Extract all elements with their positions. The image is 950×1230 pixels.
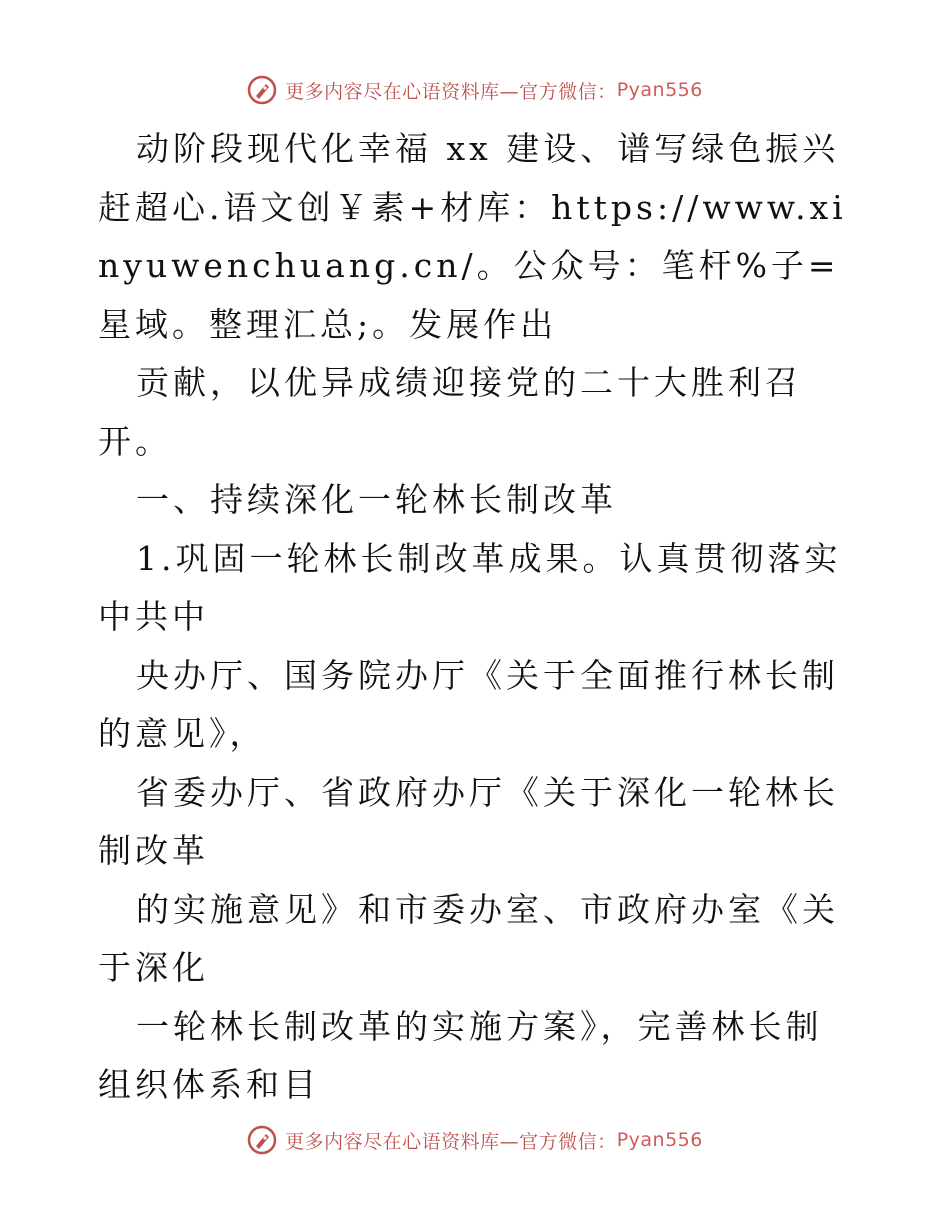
watermark-wechat-id: Pyan556 bbox=[616, 79, 703, 101]
header-watermark bbox=[0, 70, 950, 110]
watermark-wechat-label: 官方微信： bbox=[519, 80, 617, 103]
paragraph: 省委办厅、省政府办厅《关于深化一轮林长制改革 bbox=[98, 772, 839, 870]
watermark-wechat-label: 官方微信： bbox=[519, 1130, 617, 1153]
paragraph: 动阶段现代化幸福 xx 建设、谱写绿色振兴赶超心.语文创￥素+材库：https://www.xinyuwenchuang.cn/。公众号：笔杆%子=星域。整理汇总;。发展作出 bbox=[98, 129, 847, 344]
pen-nib-circle-icon bbox=[247, 1125, 277, 1155]
section-heading: 一、持续深化一轮林长制改革 bbox=[136, 480, 617, 519]
paragraph: 贡献，以优异成绩迎接党的二十大胜利召开。 bbox=[98, 363, 802, 461]
footer-watermark bbox=[0, 1120, 950, 1160]
pen-nib-circle-icon bbox=[247, 75, 277, 105]
watermark-wechat-id: Pyan556 bbox=[616, 1129, 703, 1151]
watermark-site-text: 更多内容尽在心语资料库— bbox=[285, 80, 520, 103]
paragraph: 的实施意见》和市委办室、市政府办室《关于深化 bbox=[98, 889, 839, 987]
paragraph: 一轮林长制改革的实施方案》，完善林长制组织体系和目 bbox=[98, 1006, 823, 1104]
watermark-site-text: 更多内容尽在心语资料库— bbox=[285, 1130, 520, 1153]
document-body bbox=[98, 120, 858, 1115]
paragraph: 1.巩固一轮林长制改革成果。认真贯彻落实中共中 bbox=[98, 538, 842, 636]
paragraph: 央办厅、国务院办厅《关于全面推行林长制的意见》， bbox=[98, 655, 839, 753]
